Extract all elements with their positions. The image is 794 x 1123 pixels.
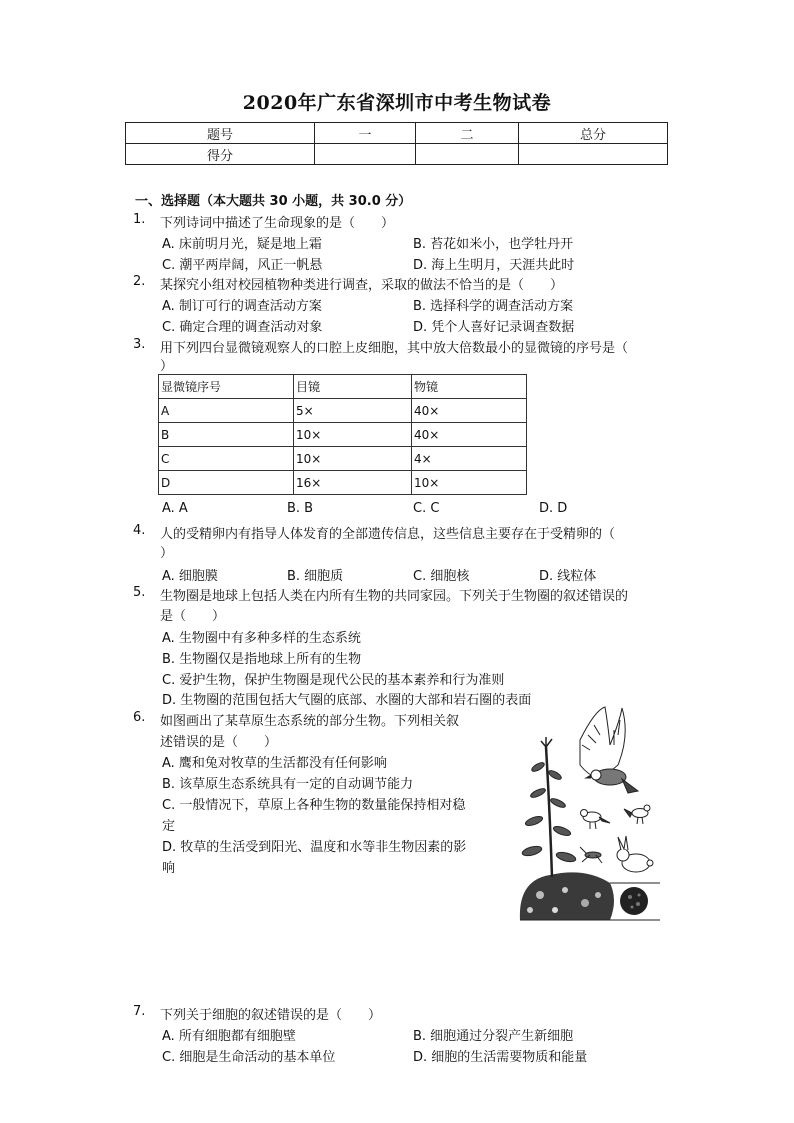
question-stem-cont: 述错误的是（ ） bbox=[160, 735, 278, 750]
option-d-cont: 响 bbox=[162, 861, 176, 876]
table-cell: 40× bbox=[412, 399, 527, 423]
table-header-cell: 物镜 bbox=[412, 375, 527, 399]
table-row bbox=[159, 423, 527, 447]
question-stem-cont: ） bbox=[160, 546, 174, 561]
option-a[interactable]: A. 制订可行的调查活动方案 bbox=[162, 299, 322, 314]
grassland-ecosystem-figure bbox=[510, 705, 670, 930]
option-a[interactable]: A. 细胞膜 bbox=[162, 569, 218, 584]
microscope-table-header bbox=[159, 375, 527, 399]
score-header-cell: 题号 bbox=[126, 123, 315, 144]
question-stem: 人的受精卵内有指导人体发育的全部遗传信息，这些信息主要存在于受精卵的（ bbox=[160, 527, 616, 542]
question-number: 4. bbox=[133, 523, 146, 538]
option-d[interactable]: D. 凭个人喜好记录调查数据 bbox=[413, 320, 575, 335]
table-header-cell: 显微镜序号 bbox=[159, 375, 294, 399]
grasshopper-icon bbox=[580, 847, 602, 863]
question-stem-cont: ） bbox=[160, 359, 174, 374]
question-number: 1. bbox=[133, 212, 146, 227]
table-cell: B bbox=[159, 423, 294, 447]
table-row bbox=[159, 447, 527, 471]
question-stem: 用下列四台显微镜观察人的口腔上皮细胞，其中放大倍数最小的显微镜的序号是（ bbox=[160, 341, 629, 356]
question-stem: 下列诗词中描述了生命现象的是（ ） bbox=[160, 216, 395, 231]
score-cell[interactable] bbox=[519, 144, 668, 165]
bird-icon bbox=[624, 805, 650, 824]
question-stem: 生物圈是地球上包括人类在内所有生物的共同家园。下列关于生物圈的叙述错误的 bbox=[160, 589, 629, 604]
option-b[interactable]: B. B bbox=[287, 501, 314, 516]
table-cell: 10× bbox=[294, 447, 412, 471]
option-d[interactable]: D. 生物圈的范围包括大气圈的底部、水圈的大部和岩石圈的表面 bbox=[162, 693, 532, 708]
score-table-header-row bbox=[126, 123, 668, 144]
page-title: 2020年广东省深圳市中考生物试卷 bbox=[242, 92, 552, 114]
table-row bbox=[159, 471, 527, 495]
option-a[interactable]: A. 所有细胞都有细胞壁 bbox=[162, 1029, 296, 1044]
question-number: 3. bbox=[133, 337, 146, 352]
option-d[interactable]: D. 线粒体 bbox=[539, 569, 597, 584]
table-header-cell: 目镜 bbox=[294, 375, 412, 399]
question-stem-cont: 是（ ） bbox=[160, 609, 226, 624]
option-b[interactable]: B. 选择科学的调查活动方案 bbox=[413, 299, 574, 314]
option-c[interactable]: C. 一般情况下，草原上各种生物的数量能保持相对稳 bbox=[162, 798, 466, 813]
option-d[interactable]: D. D bbox=[539, 501, 568, 516]
option-a[interactable]: A. A bbox=[162, 501, 188, 516]
question-number: 7. bbox=[133, 1004, 146, 1019]
score-table bbox=[125, 122, 668, 165]
grass-plant bbox=[521, 737, 576, 877]
table-cell: D bbox=[159, 471, 294, 495]
option-b[interactable]: B. 生物圈仅是指地球上所有的生物 bbox=[162, 652, 362, 667]
question-number: 2. bbox=[133, 274, 146, 289]
question-stem: 某探究小组对校园植物种类进行调查，采取的做法不恰当的是（ ） bbox=[160, 278, 564, 293]
option-c[interactable]: C. 确定合理的调查活动对象 bbox=[162, 320, 323, 335]
option-b[interactable]: B. 该草原生态系统具有一定的自动调节能力 bbox=[162, 777, 414, 792]
option-a[interactable]: A. 鹰和兔对牧草的生活都没有任何影响 bbox=[162, 756, 387, 771]
table-row bbox=[159, 399, 527, 423]
option-b[interactable]: B. 细胞通过分裂产生新细胞 bbox=[413, 1029, 574, 1044]
option-d[interactable]: D. 细胞的生活需要物质和能量 bbox=[413, 1050, 588, 1065]
rabbit-icon bbox=[617, 836, 653, 872]
option-c[interactable]: C. C bbox=[413, 501, 440, 516]
option-c-cont: 定 bbox=[162, 819, 176, 834]
option-a[interactable]: A. 生物圈中有多种多样的生态系统 bbox=[162, 631, 361, 646]
eagle-icon bbox=[580, 707, 638, 793]
table-cell: 16× bbox=[294, 471, 412, 495]
table-cell: 40× bbox=[412, 423, 527, 447]
question-stem: 下列关于细胞的叙述错误的是（ ） bbox=[160, 1008, 382, 1023]
option-c[interactable]: C. 细胞是生命活动的基本单位 bbox=[162, 1050, 336, 1065]
option-d[interactable]: D. 海上生明月，天涯共此时 bbox=[413, 258, 575, 273]
table-cell: C bbox=[159, 447, 294, 471]
table-cell: 5× bbox=[294, 399, 412, 423]
table-cell: 10× bbox=[412, 471, 527, 495]
table-cell: A bbox=[159, 399, 294, 423]
option-b[interactable]: B. 细胞质 bbox=[287, 569, 344, 584]
question-number: 6. bbox=[133, 710, 146, 725]
microscope-table bbox=[158, 374, 527, 495]
option-b[interactable]: B. 苔花如米小，也学牡丹开 bbox=[413, 237, 574, 252]
question-number: 5. bbox=[133, 585, 146, 600]
score-cell[interactable] bbox=[416, 144, 519, 165]
option-d[interactable]: D. 牧草的生活受到阳光、温度和水等非生物因素的影 bbox=[162, 840, 467, 855]
score-header-cell: 一 bbox=[315, 123, 416, 144]
option-c[interactable]: C. 潮平两岸阔，风正一帆悬 bbox=[162, 258, 323, 273]
table-cell: 10× bbox=[294, 423, 412, 447]
score-cell: 得分 bbox=[126, 144, 315, 165]
option-a[interactable]: A. 床前明月光，疑是地上霜 bbox=[162, 237, 322, 252]
score-header-cell: 总分 bbox=[519, 123, 668, 144]
score-header-cell: 二 bbox=[416, 123, 519, 144]
score-table-row bbox=[126, 144, 668, 165]
option-c[interactable]: C. 细胞核 bbox=[413, 569, 470, 584]
bird-icon bbox=[581, 810, 611, 830]
question-stem: 如图画出了某草原生态系统的部分生物。下列相关叙 bbox=[160, 714, 460, 729]
microorganism-ball bbox=[620, 887, 648, 915]
option-c[interactable]: C. 爱护生物，保护生物圈是现代公民的基本素养和行为准则 bbox=[162, 673, 505, 688]
section-title: 一、选择题（本大题共 30 小题，共 30.0 分） bbox=[135, 194, 412, 209]
score-cell[interactable] bbox=[315, 144, 416, 165]
table-cell: 4× bbox=[412, 447, 527, 471]
